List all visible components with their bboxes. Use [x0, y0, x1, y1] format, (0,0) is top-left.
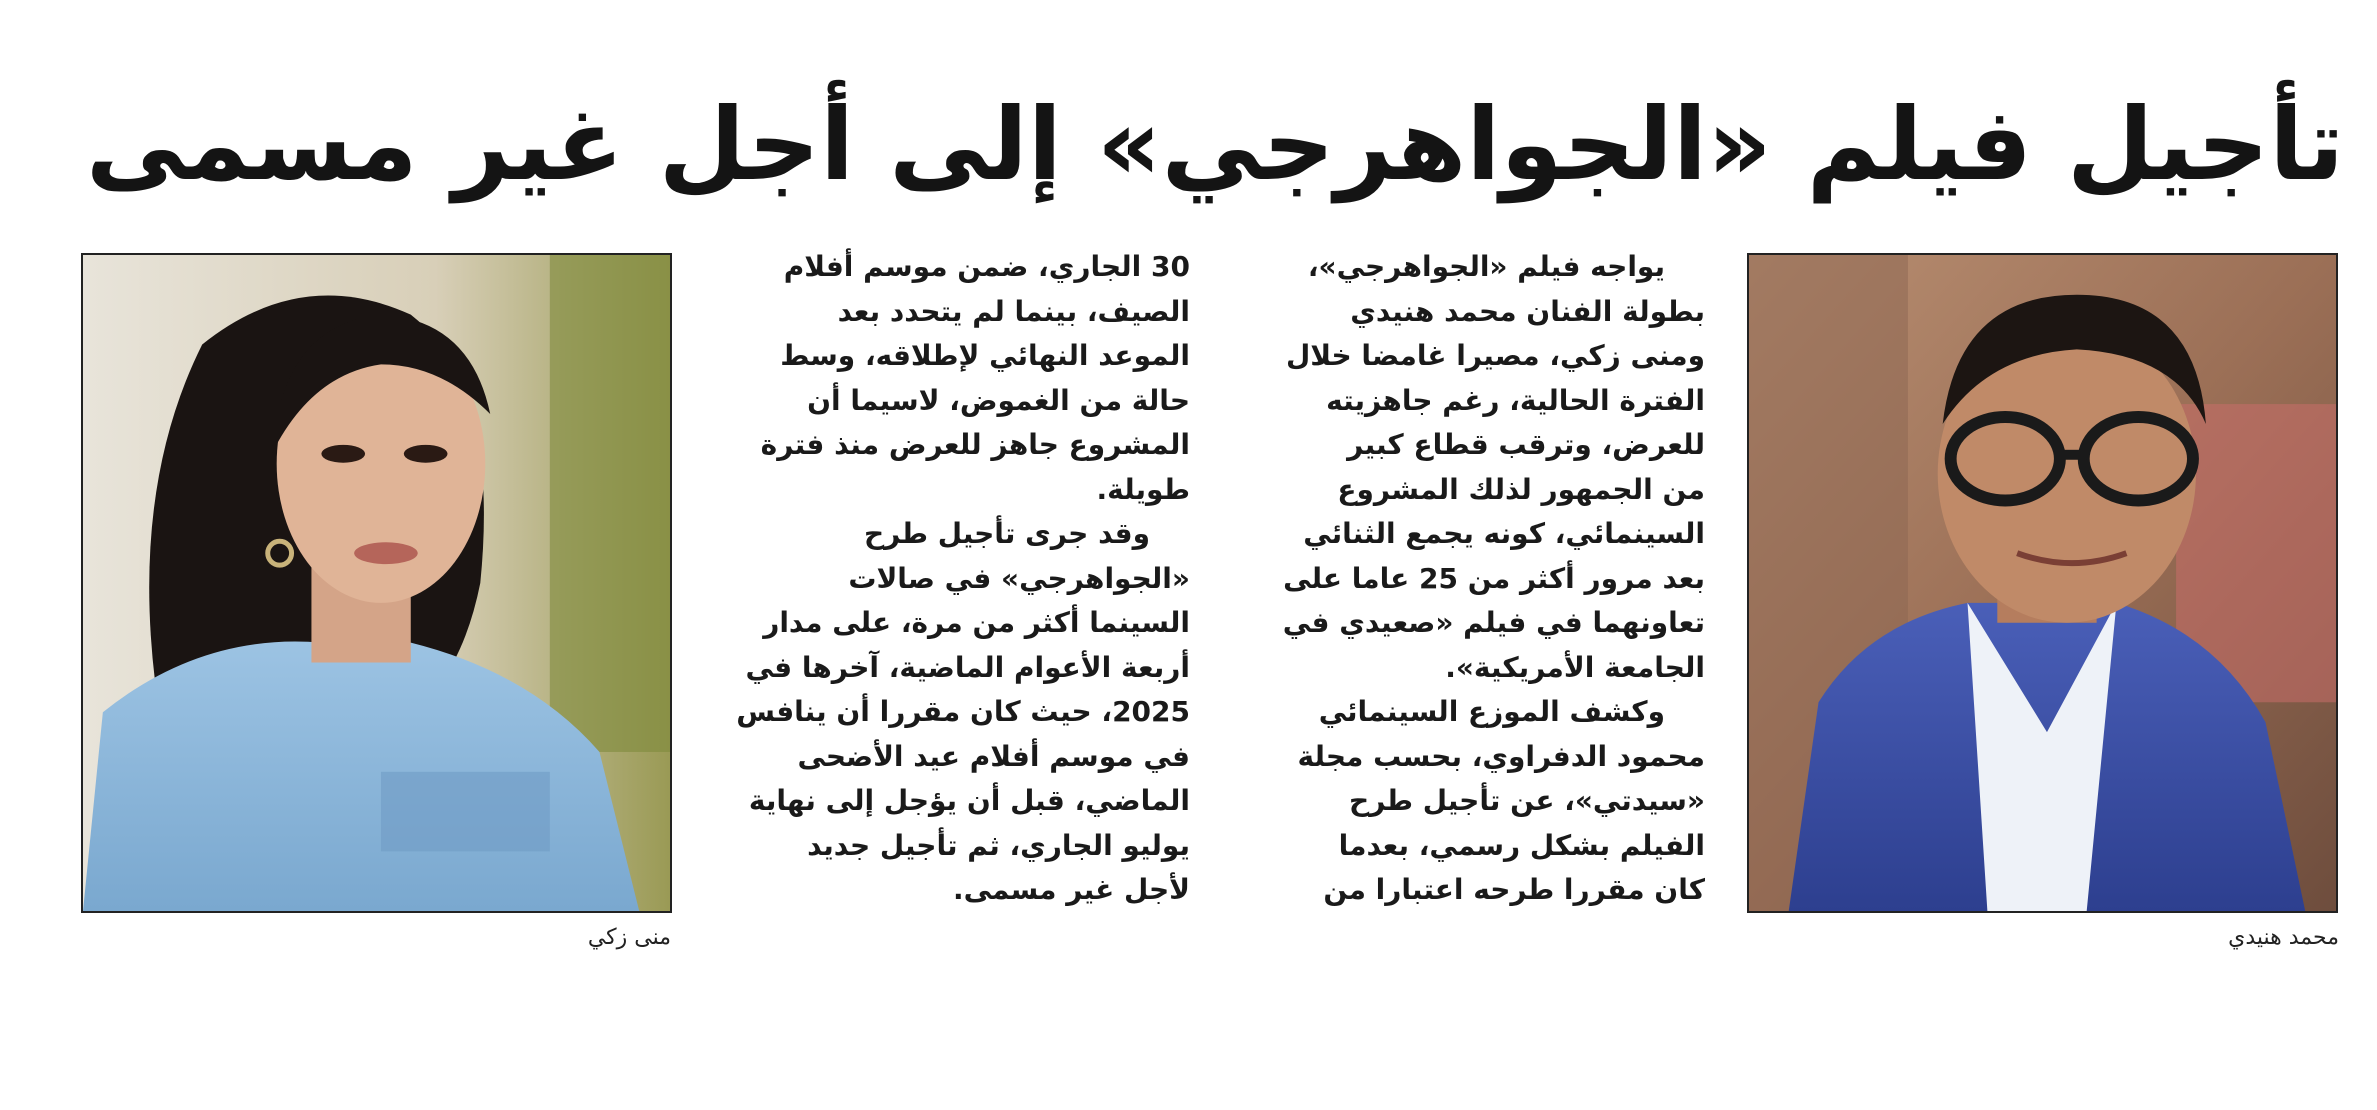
- article-line: كان مقررا طرحه اعتبارا من: [1323, 873, 1705, 906]
- caption-mohamed-hunaidi: محمد هنيدي: [2228, 925, 2339, 950]
- headline: تأجيل فيلم «الجواهرجي» إلى أجل غير مسمى: [85, 86, 2345, 203]
- article-line: وقد جرى تأجيل طرح: [863, 517, 1150, 550]
- article-line: «الجواهرجي» في صالات: [848, 561, 1190, 595]
- article-line: الموعد النهائي لإطلاقه، وسط: [780, 339, 1190, 372]
- article-line: بعد مرور أكثر من 25 عاما على: [1283, 561, 1705, 595]
- article-line: وكشف الموزع السينمائي: [1318, 695, 1665, 728]
- article-line: الفيلم بشكل رسمي، بعدما: [1338, 828, 1705, 862]
- article-line: تعاونهما في فيلم «صعيدي في: [1282, 606, 1705, 639]
- article-line: 2025، حيث كان مقررا أن ينافس: [736, 695, 1190, 728]
- article-line: الماضي، قبل أن يؤجل إلى نهاية: [748, 784, 1190, 817]
- article-line: يوليو الجاري، ثم تأجيل جديد: [807, 828, 1190, 862]
- article-line: من الجمهور لذلك المشروع: [1337, 472, 1705, 506]
- article-line: أربعة الأعوام الماضية، آخرها في: [745, 650, 1190, 684]
- article-line: حالة من الغموض، لاسيما أن: [807, 383, 1190, 417]
- article-column-right: [1235, 245, 1705, 965]
- article-column-left: [720, 245, 1190, 965]
- article-line: بطولة الفنان محمد هنيدي: [1350, 294, 1705, 328]
- article-line: ومنى زكي، مصيرا غامضا خلال: [1285, 339, 1705, 372]
- photo-mohamed-hunaidi: [1747, 253, 2338, 913]
- article-line: الجامعة الأمريكية».: [1445, 650, 1705, 684]
- article-line: للعرض، وترقب قطاع كبير: [1347, 428, 1705, 461]
- article-line: 30 الجاري، ضمن موسم أفلام: [783, 250, 1190, 283]
- article-line: الفترة الحالية، رغم جاهزيته: [1326, 383, 1705, 417]
- article-line: لأجل غير مسمى.: [952, 873, 1190, 906]
- article-line: يواجه فيلم «الجواهرجي»،: [1307, 250, 1665, 283]
- article-line: «سيدتي»، عن تأجيل طرح: [1349, 784, 1705, 817]
- article-line: السينمائي، كونه يجمع الثنائي: [1303, 517, 1705, 550]
- article-line: الصيف، بينما لم يتحدد بعد: [837, 294, 1190, 328]
- article-line: طويلة.: [1096, 472, 1190, 506]
- article-line: محمود الدفراوي، بحسب مجلة: [1297, 739, 1705, 773]
- article-line: في موسم أفلام عيد الأضحى: [797, 739, 1190, 773]
- caption-mona-zaki: منى زكي: [587, 925, 671, 950]
- article-line: السينما أكثر من مرة، على مدار: [763, 606, 1190, 639]
- article-line: المشروع جاهز للعرض منذ فترة: [760, 428, 1190, 461]
- photo-mona-zaki: [81, 253, 672, 913]
